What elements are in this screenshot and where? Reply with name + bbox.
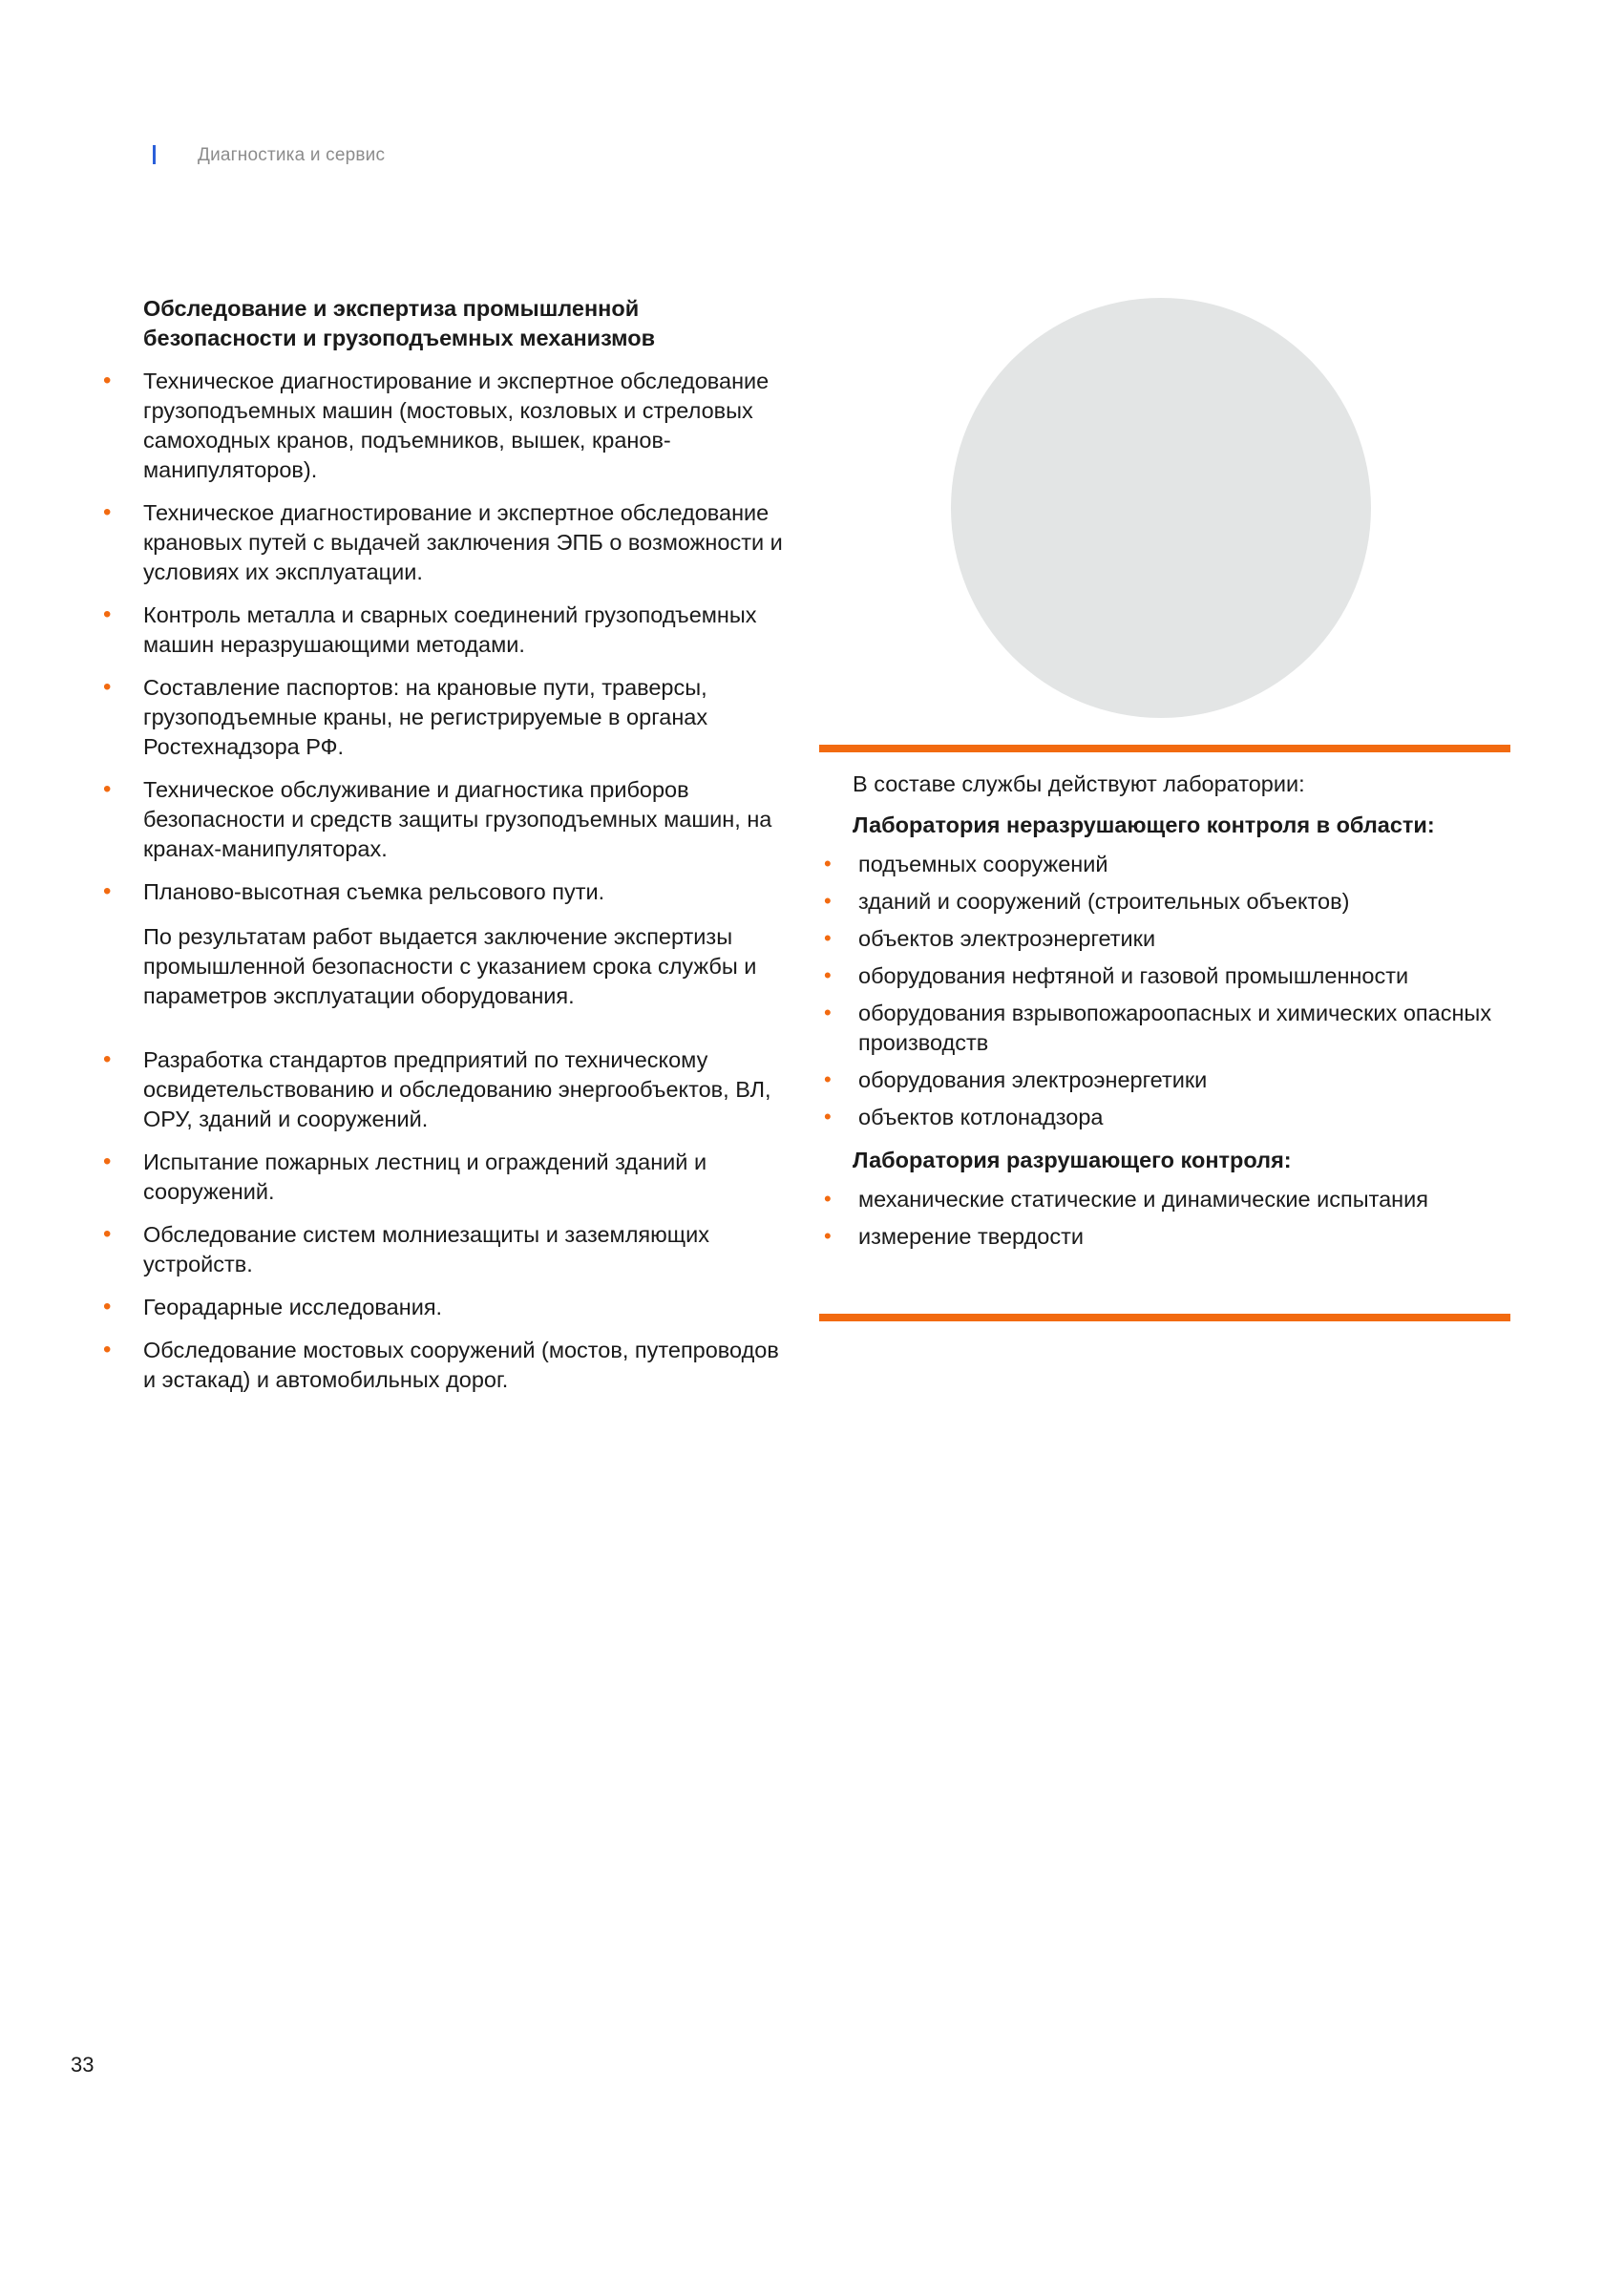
list-item-text: оборудования электроэнергетики: [858, 1067, 1208, 1092]
bullet-icon: •: [824, 1105, 832, 1128]
list-item: [103, 1293, 792, 1322]
bullet-icon: •: [103, 368, 112, 393]
list-item-text: Планово-высотная съемка рельсового пути.: [143, 879, 605, 904]
list-item: [824, 924, 1521, 954]
list-item-text: оборудования нефтяной и газовой промышленности: [858, 963, 1409, 988]
list-item-text: Обследование мостовых сооружений (мостов, путепроводов и эстакад) и автомобильных дорог.: [143, 1338, 779, 1392]
lab-ndt-list: [824, 850, 1521, 1132]
list-item: [824, 999, 1521, 1058]
bullet-icon: •: [103, 601, 112, 627]
box-bottom-rule: [819, 1314, 1510, 1321]
bullet-icon: •: [824, 889, 832, 913]
bullet-icon: •: [103, 1337, 112, 1362]
list-item-text: Георадарные исследования.: [143, 1295, 443, 1319]
list-item: [824, 1103, 1521, 1132]
list-item-text: механические статические и динамические испытания: [858, 1187, 1428, 1212]
bullet-icon: •: [824, 1187, 832, 1211]
list-item: [824, 887, 1521, 917]
bullet-icon: •: [103, 674, 112, 700]
labs-intro: В составе службы действуют лаборатории:: [853, 771, 1305, 796]
list-item: [103, 1336, 792, 1395]
lab-heading-ndt: Лаборатория неразрушающего контроля в области:: [853, 812, 1435, 837]
results-note: По результатам работ выдается заключение экспертизы промышленной безопасности с указанием срока службы и параметров эксплуатации оборудования.: [143, 924, 757, 1008]
list-item: [103, 877, 792, 907]
list-item-text: объектов электроэнергетики: [858, 926, 1156, 951]
bullet-icon: •: [103, 499, 112, 525]
bullet-icon: •: [824, 1067, 832, 1091]
list-item-text: зданий и сооружений (строительных объектов): [858, 889, 1350, 914]
list-item: [824, 1185, 1521, 1214]
bullet-icon: •: [824, 852, 832, 875]
bullet-icon: •: [103, 1149, 112, 1174]
service-list: [103, 367, 792, 907]
list-item-text: объектов котлонадзора: [858, 1105, 1104, 1129]
bullet-icon: •: [824, 1001, 832, 1024]
list-item-text: измерение твердости: [858, 1224, 1084, 1249]
section-heading: Обследование и экспертиза промышленной безопасности и грузоподъемных механизмов: [143, 296, 656, 350]
circle-image-placeholder: [951, 298, 1371, 718]
list-item-text: Обследование систем молниезащиты и заземляющих устройств.: [143, 1222, 709, 1276]
list-item-text: Техническое обслуживание и диагностика приборов безопасности и средств защиты грузоподъемных машин, на кранах-манипуляторах.: [143, 777, 772, 861]
list-item: [824, 961, 1521, 991]
list-item: [824, 1222, 1521, 1252]
list-item-text: Техническое диагностирование и экспертное обследование крановых путей с выдачей заключения ЭПБ о возможности и условиях их эксплуатации.: [143, 500, 783, 584]
list-item: [103, 601, 792, 660]
list-item-text: Разработка стандартов предприятий по техническому освидетельствованию и обследованию энергообъектов, ВЛ, ОРУ, зданий и сооружений.: [143, 1047, 771, 1131]
bullet-icon: •: [103, 1221, 112, 1247]
bullet-icon: •: [824, 926, 832, 950]
list-item: [103, 673, 792, 762]
page-number: 33: [71, 2053, 95, 2077]
list-item-text: Контроль металла и сварных соединений грузоподъемных машин неразрушающими методами.: [143, 602, 757, 657]
list-item: [103, 1045, 792, 1134]
header-accent-bar: [153, 145, 156, 164]
list-item: [824, 1065, 1521, 1095]
bullet-icon: •: [103, 1294, 112, 1319]
bullet-icon: •: [103, 1046, 112, 1072]
list-item: [103, 367, 792, 485]
running-header: Диагностика и сервис: [198, 145, 386, 165]
list-item: [103, 1220, 792, 1279]
bullet-icon: •: [103, 776, 112, 802]
service-list-2: [103, 1045, 792, 1395]
bullet-icon: •: [824, 1224, 832, 1248]
bullet-icon: •: [103, 878, 112, 904]
list-item: [103, 498, 792, 587]
box-top-rule: [819, 745, 1510, 752]
list-item-text: Испытание пожарных лестниц и ограждений зданий и сооружений.: [143, 1150, 707, 1204]
list-item: [824, 850, 1521, 879]
list-item: [103, 1148, 792, 1207]
lab-heading-destructive: Лаборатория разрушающего контроля:: [853, 1148, 1292, 1172]
list-item-text: Техническое диагностирование и экспертное обследование грузоподъемных машин (мостовых, козловых и стреловых самоходных кранов, подъемников, вышек, кранов-манипуляторов).: [143, 369, 770, 482]
left-column: [103, 294, 792, 1408]
list-item-text: Составление паспортов: на крановые пути, траверсы, грузоподъемные краны, не регистрируемые в органах Ростехнадзора РФ.: [143, 675, 708, 759]
list-item-text: подъемных сооружений: [858, 852, 1108, 876]
list-item: [103, 775, 792, 864]
bullet-icon: •: [824, 963, 832, 987]
lab-destructive-list: [824, 1185, 1521, 1252]
labs-box: [824, 770, 1521, 1265]
list-item-text: оборудования взрывопожароопасных и химических опасных производств: [858, 1001, 1492, 1055]
